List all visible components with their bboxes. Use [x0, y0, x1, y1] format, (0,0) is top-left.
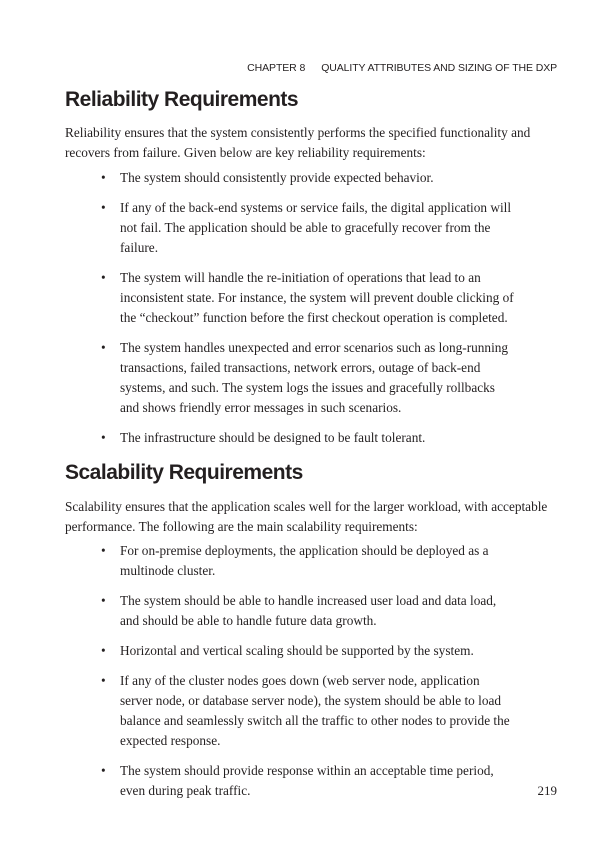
reliability-intro: Reliability ensures that the system consistently performs the specified functionality and recovers from failure. Given below are key reliability requirements:	[65, 125, 531, 160]
reliability-list	[65, 168, 555, 458]
list-item: • The infrastructure should be designed to be fault tolerant.	[65, 428, 555, 448]
list-item: • If any of the back-end systems or service fails, the digital application will not fail. The application should be able to gracefully recover from the failure.	[65, 198, 555, 258]
list-item: • For on-premise deployments, the application should be deployed as a multinode cluster.	[65, 541, 555, 581]
list-item: • Horizontal and vertical scaling should be supported by the system.	[65, 641, 555, 661]
scalability-heading: Scalability Requirements	[65, 461, 303, 484]
list-item: • The system should consistently provide expected behavior.	[65, 168, 555, 188]
scalability-list	[65, 541, 555, 811]
list-item: • The system should be able to handle increased user load and data load, and should be able to handle future data growth.	[65, 591, 555, 631]
chapter-title: QUALITY ATTRIBUTES AND SIZING OF THE DXP	[321, 62, 557, 74]
list-item: • The system handles unexpected and error scenarios such as long-running transactions, failed transactions, network errors, outage of back-end systems, and such. The system logs the issues and gracefully rollbacks and shows friendly error messages in such scenarios.	[65, 338, 555, 418]
reliability-heading: Reliability Requirements	[65, 88, 299, 111]
scalability-intro: Scalability ensures that the application scales well for the larger workload, with acceptable performance. The following are the main scalability requirements:	[65, 499, 548, 534]
list-item: • The system should provide response within an acceptable time period, even during peak traffic.	[65, 761, 555, 801]
page-number: 219	[537, 783, 557, 798]
list-item: • The system will handle the re-initiation of operations that lead to an inconsistent state. For instance, the system will prevent double clicking of the “checkout” function before the first checkout operation is completed.	[65, 268, 555, 328]
list-item: • If any of the cluster nodes goes down (web server node, application server node, or database server node), the system should be able to load balance and seamlessly switch all the traffic to other nodes to provide the expected response.	[65, 671, 555, 751]
chapter-label: CHAPTER 8	[247, 62, 306, 74]
running-header	[247, 62, 557, 74]
